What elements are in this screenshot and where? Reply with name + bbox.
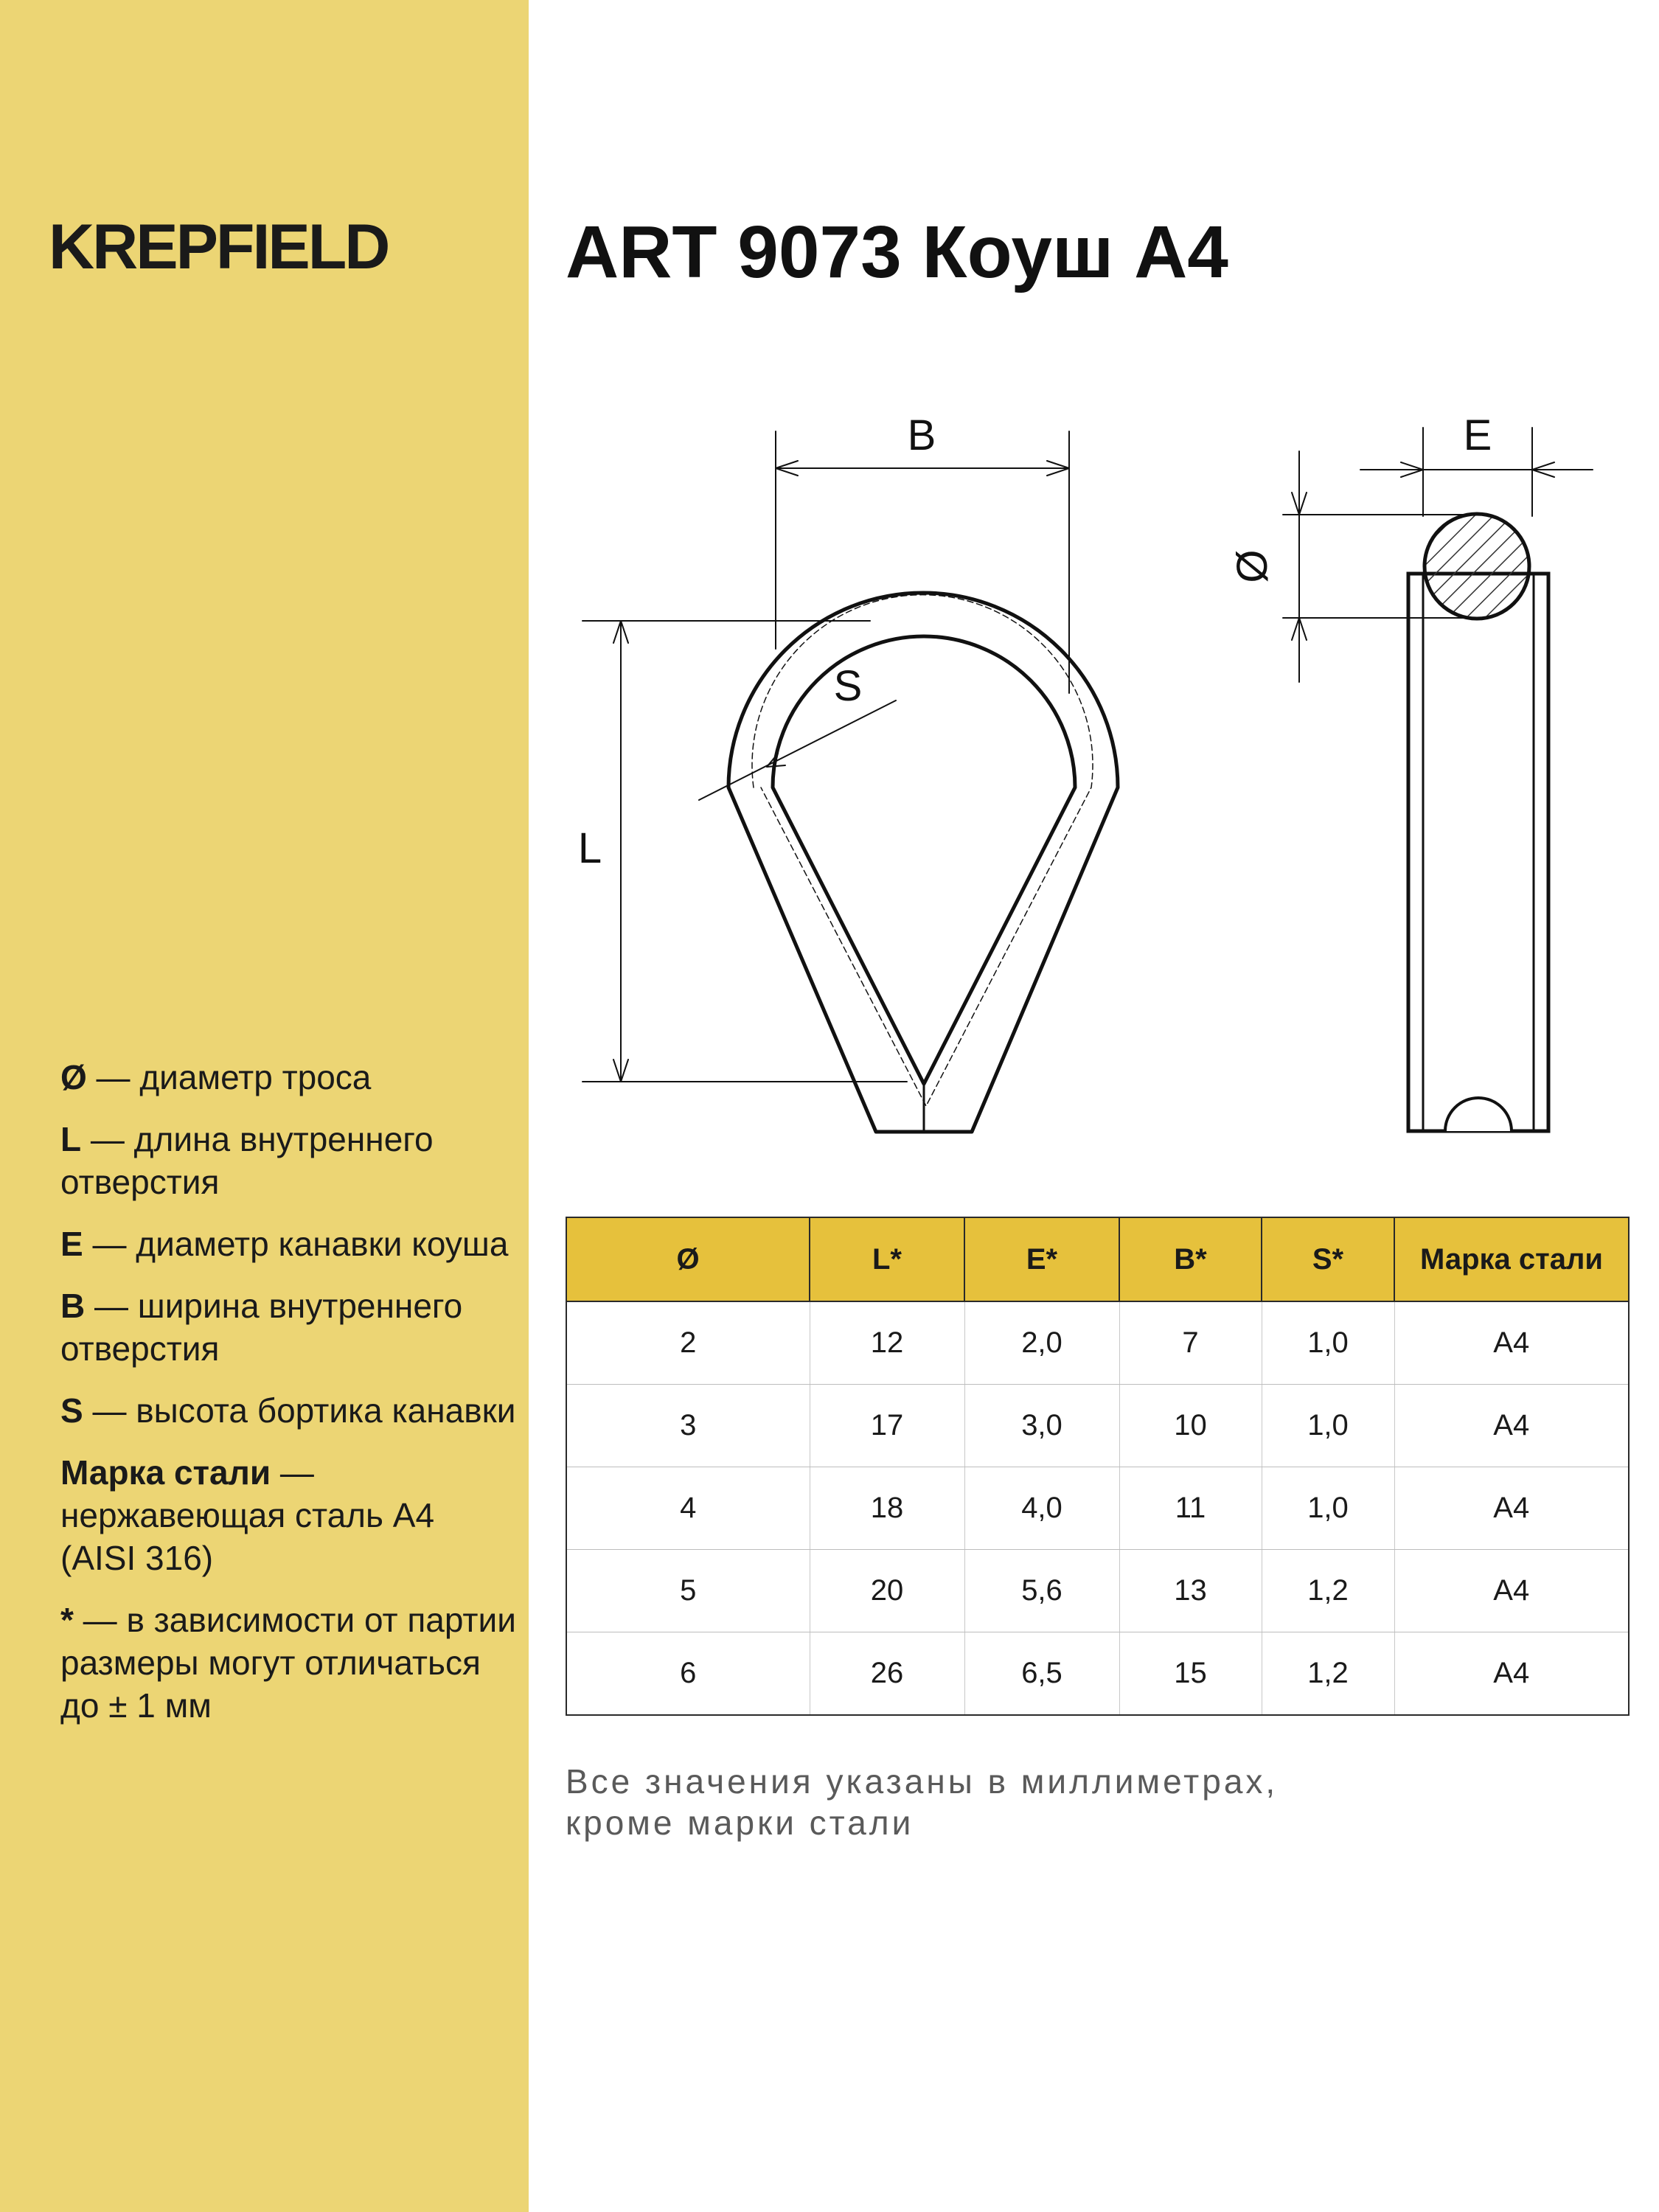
column-header-groove: E* [964,1217,1119,1301]
side-view [1283,428,1593,1131]
table-cell: А4 [1394,1550,1629,1632]
table-cell: 7 [1119,1301,1262,1385]
table-header-row [566,1217,1629,1301]
column-header-rim: S* [1262,1217,1394,1301]
thimble-outer-outline [728,593,1118,1132]
table-cell: 10 [1119,1385,1262,1467]
label-e: E [1463,411,1492,459]
specification-table [566,1217,1630,1716]
table-cell: 20 [810,1550,964,1632]
brand-logo: KREPFIELD [49,212,389,282]
thimble-inner-outline [773,636,1075,1084]
legend-item-width: B — ширина внутреннего отверстия [60,1287,463,1368]
units-footnote [566,1761,1598,1843]
table-cell: 18 [810,1467,964,1550]
dim-s-line [699,700,896,800]
table-cell: 1,0 [1262,1301,1394,1385]
table-cell: 4 [566,1467,810,1550]
legend-item-diameter: Ø — диаметр троса [60,1058,372,1096]
table-cell: 5 [566,1550,810,1632]
footnote-line-1: Все значения указаны в миллиметрах, [566,1762,1279,1801]
column-header-width: B* [1119,1217,1262,1301]
legend-item-groove: E — диаметр канавки коуша [60,1225,509,1263]
table-cell: 17 [810,1385,964,1467]
rope-cross-section [1425,514,1529,619]
label-diameter: Ø [1228,549,1276,583]
table-cell: А4 [1394,1467,1629,1550]
table-cell: 2 [566,1301,810,1385]
label-s: S [833,662,863,710]
table-cell: 1,2 [1262,1632,1394,1716]
table-cell: 1,2 [1262,1550,1394,1632]
table-cell: 13 [1119,1550,1262,1632]
table-cell: 11 [1119,1467,1262,1550]
table-row [566,1632,1629,1716]
table-cell: А4 [1394,1632,1629,1716]
footnote-line-2: кроме марки стали [566,1804,914,1842]
legend-item-steel: Марка стали — нержавеющая сталь А4 (AISI 316) [60,1453,435,1577]
table-cell: 15 [1119,1632,1262,1716]
table-cell: 1,0 [1262,1467,1394,1550]
column-header-diameter: Ø [566,1217,810,1301]
table-cell: 4,0 [964,1467,1119,1550]
table-cell: 6 [566,1632,810,1716]
table-row [566,1301,1629,1385]
column-header-length: L* [810,1217,964,1301]
column-header-steel-grade: Марка стали [1394,1217,1629,1301]
table-row [566,1385,1629,1467]
legend-item-rim: S — высота бортика канавки [60,1391,516,1430]
side-profile-notch [1445,1098,1512,1131]
table-cell: 5,6 [964,1550,1119,1632]
table-cell: 6,5 [964,1632,1119,1716]
table-cell: А4 [1394,1301,1629,1385]
legend-item-length: L — длина внутреннего отверстия [60,1120,434,1201]
table-cell: 26 [810,1632,964,1716]
table-cell: 1,0 [1262,1385,1394,1467]
table-row [566,1550,1629,1632]
table-row [566,1467,1629,1550]
page-title: ART 9073 Коуш А4 [566,211,1228,293]
side-profile-outer [1408,574,1548,1131]
table-cell: А4 [1394,1385,1629,1467]
label-b: B [907,411,936,459]
table-cell: 12 [810,1301,964,1385]
table-cell: 3,0 [964,1385,1119,1467]
legend-item-tolerance: * — в зависимости от партии размеры могут отличаться до ± 1 мм [60,1601,516,1725]
table-cell: 3 [566,1385,810,1467]
table-cell: 2,0 [964,1301,1119,1385]
front-view [582,431,1118,1132]
label-l: L [577,824,602,872]
